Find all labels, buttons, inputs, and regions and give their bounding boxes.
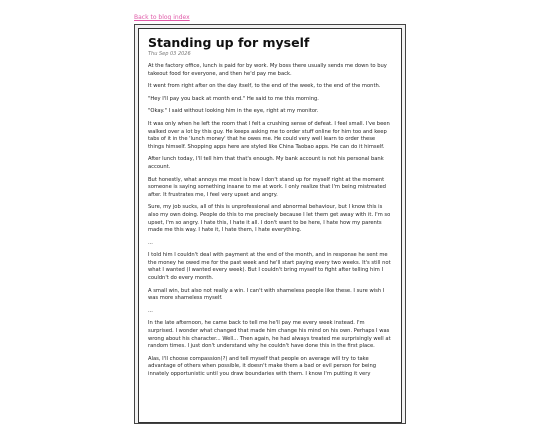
back-to-blog-index-link[interactable]: Back to blog index xyxy=(134,14,190,21)
section-break: ... xyxy=(148,239,153,246)
post-title: Standing up for myself xyxy=(148,35,310,50)
post-paragraph: Sure, my job sucks, all of this is unprofessional and abnormal behaviour, but I know this is also my own doing. People do this to me precisely because I let them get away with it. I'm so upset, I'm so angry. I hate this, I hate it all. I don't want to be here, I hate how my parents made me this way. I hate it, I hate them, I hate everything. xyxy=(148,204,391,234)
post-paragraph: "Okay." I said without looking him in the eye, right at my monitor. xyxy=(148,108,319,115)
post-paragraph: "Hey I'll pay you back at month end." He said to me this morning. xyxy=(148,95,319,102)
section-break: ... xyxy=(148,307,153,314)
post-frame xyxy=(134,24,406,424)
post-paragraph: In the late afternoon, he came back to tell me he'll pay me every week instead. I'm surprised. I wonder what changed that made him change his mind on his own. Perhaps I was wrong about his character... Well... Then again, he had always treated me surprisingly well at random times. I just don't understand why he couldn't have done this in the first place. xyxy=(148,320,391,350)
post-body xyxy=(148,63,392,379)
post-paragraph: It was only when he left the room that I felt a crushing sense of defeat. I feel small. I've been walked over a lot by this guy. He keeps asking me to order stuff online for him too and keep tabs of it in the 'lunch money' that he owes me. He could very well learn to order these things himself. Shopping apps here are styled like China Taobao apps. He can do it himself. xyxy=(148,120,390,150)
post-date: Thu Sep 03 2026 xyxy=(148,51,191,57)
post-paragraph: Alas, I'll choose compassion(?) and tell myself that people on average will try to take advantage of others when possible, it doesn't make them a bad or evil person for being innately opportunistic until you draw boundaries with them. I know I'm putting it very xyxy=(148,355,377,377)
post-paragraph: After lunch today, I'll tell him that that's enough. My bank account is not his personal bank account. xyxy=(148,156,384,170)
post-paragraph: A small win, but also not really a win. I can't with shameless people like these. I sure wish I was more shameless myself. xyxy=(148,287,385,302)
post-paragraph: But honestly, what annoys me most is how I don't stand up for myself right at the moment someone is saying something insane to me at work. I only realize that I'm being mistreated after. It frustrates me, I feel very upset and angry. xyxy=(148,176,386,198)
post-card xyxy=(138,28,402,423)
post-paragraph: I told him I couldn't deal with payment at the end of the month, and in response he sent me the money he owed me for the past week and he'll start paying every two weeks. It's still not what I wanted (I wanted every week). But I couldn't bring myself to fight after telling him I couldn't do every month. xyxy=(148,252,391,282)
post-paragraph: At the factory office, lunch is paid for by work. My boss there usually sends me down to buy takeout food for everyone, and then he'd pay me back. xyxy=(148,63,387,77)
post-paragraph: It went from right after on the day itself, to the end of the week, to the end of the month. xyxy=(148,83,381,90)
